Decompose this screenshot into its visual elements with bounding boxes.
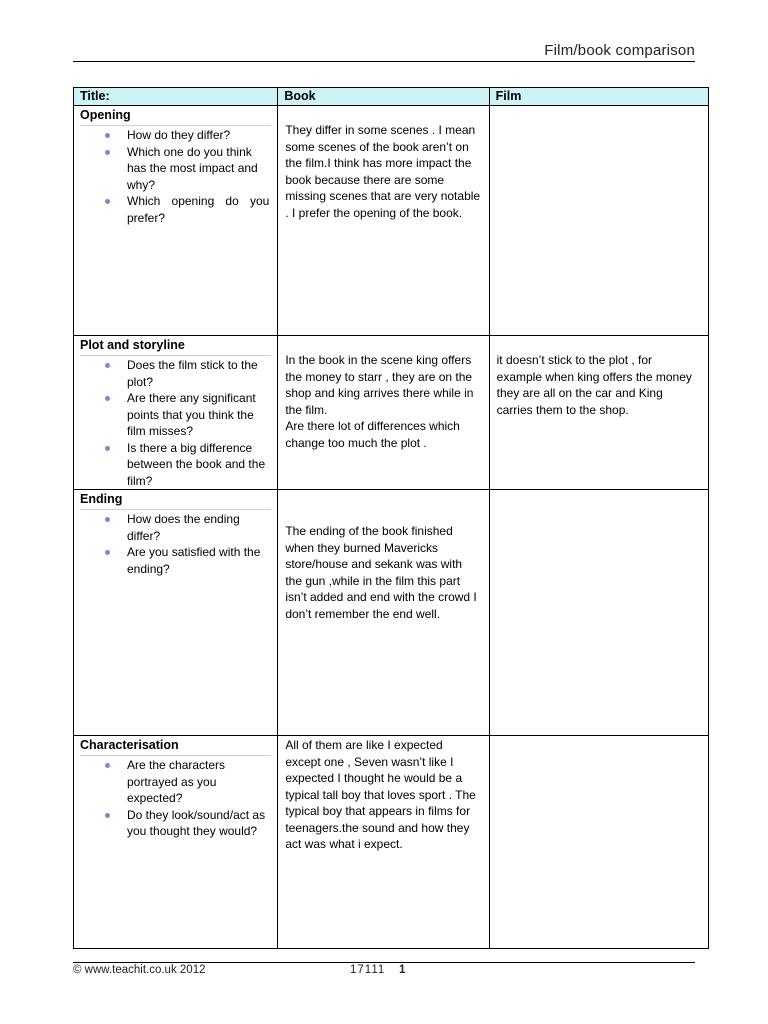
book-answer-text: The ending of the book finished when they burned Mavericks store/house and sekank was with the gun ,while in the film this part isn’t added and end with the crowd I don’t remember the end well.: [285, 524, 477, 621]
question-item: Which one do you think has the most impact and why?: [74, 144, 269, 194]
table-header-row: [74, 88, 709, 106]
book-answer-text: All of them are like I expected except one , Seven wasn’t like I expected I thought he would be a typical tall boy that loves sport . The typical boy that appears in films for teenagers.the sound and how they act was what i expect.: [285, 738, 476, 851]
question-item: Are you satisfied with the ending?: [74, 544, 269, 577]
section-title: Opening: [80, 107, 271, 126]
question-list: [74, 127, 277, 226]
film-answer-cell[interactable]: [489, 336, 708, 490]
question-list: [74, 757, 277, 840]
question-item: Do they look/sound/act as you thought they would?: [74, 807, 269, 840]
footer-page-number: 1: [399, 964, 406, 976]
prompt-cell: [74, 736, 278, 949]
comparison-table: [73, 87, 709, 949]
table-row-opening: [74, 106, 709, 336]
film-answer-text: [490, 736, 708, 737]
question-list: [74, 357, 277, 489]
table-row-characterisation: [74, 736, 709, 949]
question-item: Are the characters portrayed as you expected?: [74, 757, 269, 807]
footer-resource-code: 17111: [350, 964, 386, 976]
column-header-book: Book: [278, 88, 489, 106]
header-rule: [73, 61, 695, 62]
book-answer-cell[interactable]: [278, 336, 489, 490]
question-item: Are there any significant points that you think the film misses?: [74, 390, 269, 440]
question-item: Which opening do you prefer?: [74, 193, 269, 226]
question-item: How does the ending differ?: [74, 511, 269, 544]
book-answer-cell[interactable]: [278, 490, 489, 736]
book-answer-cell[interactable]: [278, 106, 489, 336]
question-list: [74, 511, 277, 577]
section-title: Ending: [80, 491, 271, 510]
film-answer-cell[interactable]: [489, 736, 708, 949]
column-header-film: Film: [489, 88, 708, 106]
prompt-cell: [74, 106, 278, 336]
book-answer-text: They differ in some scenes . I mean some scenes of the book aren’t on the film.I think has more impact the book because there are some missing scenes that are very notable . I prefer the opening of the book.: [285, 123, 481, 220]
prompt-cell: [74, 336, 278, 490]
table-row-ending: [74, 490, 709, 736]
film-answer-cell[interactable]: [489, 490, 708, 736]
film-answer-text: it doesn’t stick to the plot , for example when king offers the money they are all on the car and King carries them to the shop.: [496, 353, 692, 417]
table-row-plot: [74, 336, 709, 490]
question-item: How do they differ?: [74, 127, 269, 144]
section-title: Plot and storyline: [80, 337, 271, 356]
question-item: Is there a big difference between the book and the film?: [74, 440, 269, 490]
page-header-title: Film/book comparison: [544, 42, 695, 59]
book-answer-text: In the book in the scene king offers the money to starr , they are on the shop and king arrives there while in the film. Are there lot of differences which change too much the plot .: [285, 353, 474, 450]
film-answer-text: [490, 106, 708, 122]
section-title: Characterisation: [80, 737, 271, 756]
film-answer-cell[interactable]: [489, 106, 708, 336]
prompt-cell: [74, 490, 278, 736]
footer-rule: [73, 962, 695, 963]
book-answer-cell[interactable]: [278, 736, 489, 949]
question-item: Does the film stick to the plot?: [74, 357, 269, 390]
column-header-title: Title:: [74, 88, 278, 106]
footer-copyright: © www.teachit.co.uk 2012: [73, 964, 206, 976]
film-answer-text: [490, 490, 708, 506]
